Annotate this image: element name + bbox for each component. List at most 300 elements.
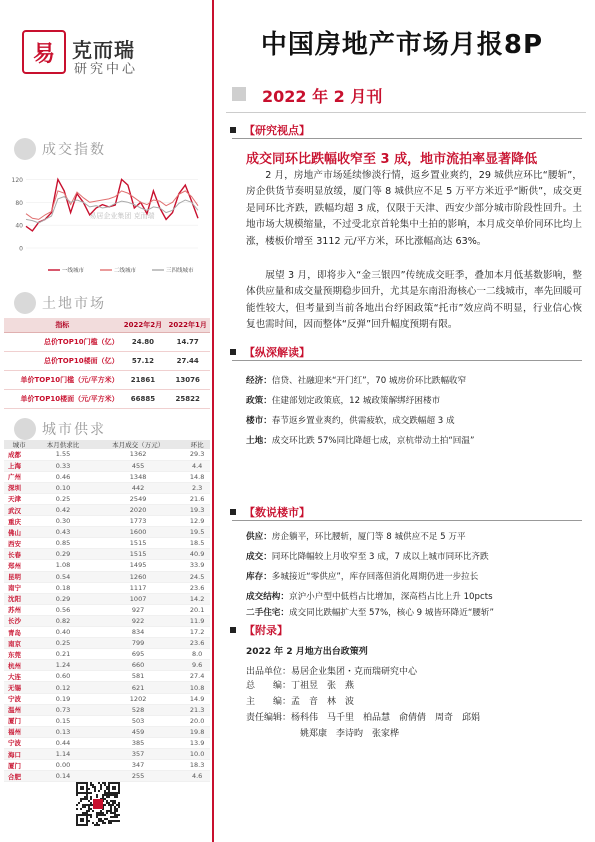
qr-module bbox=[106, 812, 108, 814]
qr-module bbox=[118, 814, 120, 816]
qr-module bbox=[92, 810, 94, 812]
qr-module bbox=[110, 812, 112, 814]
qr-module bbox=[96, 824, 98, 826]
city-cell: 0.56 bbox=[34, 604, 92, 615]
table-row bbox=[4, 449, 210, 460]
table-row bbox=[4, 332, 210, 351]
qr-module bbox=[102, 820, 104, 822]
table-row bbox=[4, 604, 210, 615]
qr-module bbox=[98, 818, 100, 820]
qr-module bbox=[98, 790, 100, 792]
qr-module bbox=[100, 784, 102, 786]
qr-module bbox=[102, 796, 104, 798]
table-row bbox=[4, 538, 210, 549]
qr-module bbox=[82, 804, 84, 806]
data-item bbox=[246, 606, 494, 618]
bullet-circle-icon bbox=[14, 138, 36, 160]
land-cell: 27.44 bbox=[165, 351, 210, 370]
qr-module bbox=[98, 782, 100, 784]
city-col-header: 城市 bbox=[4, 440, 34, 449]
qr-module bbox=[108, 820, 110, 822]
table-row bbox=[4, 726, 210, 737]
qr-module bbox=[90, 792, 92, 794]
city-cell: 宁波 bbox=[4, 693, 34, 704]
city-cell: 4.4 bbox=[184, 460, 210, 471]
qr-module bbox=[96, 814, 98, 816]
qr-module bbox=[114, 812, 116, 814]
qr-module bbox=[92, 786, 94, 788]
city-cell: 宁波 bbox=[4, 737, 34, 748]
square-bullet-icon bbox=[230, 627, 236, 633]
city-cell: 无锡 bbox=[4, 682, 34, 693]
land-cell: 25822 bbox=[165, 389, 210, 408]
table-row bbox=[4, 704, 210, 715]
qr-module bbox=[106, 802, 108, 804]
land-col-header: 2022年2月 bbox=[121, 318, 166, 332]
table-row bbox=[4, 749, 210, 760]
qr-module bbox=[84, 804, 86, 806]
city-cell: 0.40 bbox=[34, 627, 92, 638]
city-cell: 0.14 bbox=[34, 771, 92, 782]
city-cell: 21.3 bbox=[184, 704, 210, 715]
qr-module bbox=[90, 804, 92, 806]
city-cell: 2.3 bbox=[184, 482, 210, 493]
city-cell: 347 bbox=[92, 760, 184, 771]
city-cell: 13.9 bbox=[184, 737, 210, 748]
qr-module bbox=[114, 808, 116, 810]
table-row bbox=[4, 760, 210, 771]
land-col-header: 2022年1月 bbox=[165, 318, 210, 332]
qr-module bbox=[84, 796, 86, 798]
city-cell: 0.25 bbox=[34, 493, 92, 504]
city-cell: 0.43 bbox=[34, 527, 92, 538]
city-cell: 12.9 bbox=[184, 516, 210, 527]
city-cell: 南京 bbox=[4, 638, 34, 649]
table-row bbox=[4, 560, 210, 571]
square-bullet-icon bbox=[230, 127, 236, 133]
deep-item-key: 经济： bbox=[246, 376, 272, 386]
qr-module bbox=[90, 796, 92, 798]
qr-module bbox=[110, 820, 112, 822]
city-cell: 0.25 bbox=[34, 638, 92, 649]
city-col-header: 环比 bbox=[184, 440, 210, 449]
land-market-table bbox=[4, 318, 210, 409]
section-title: 【纵深解读】 bbox=[244, 346, 310, 359]
section-deep bbox=[230, 344, 310, 360]
qr-module bbox=[94, 786, 96, 788]
qr-module bbox=[86, 794, 88, 796]
city-cell: 大连 bbox=[4, 671, 34, 682]
bullet-circle-icon bbox=[14, 292, 36, 314]
city-cell: 1773 bbox=[92, 516, 184, 527]
city-cell: 合肥 bbox=[4, 771, 34, 782]
table-row bbox=[4, 638, 210, 649]
qr-module bbox=[88, 810, 90, 812]
square-bullet-icon bbox=[230, 509, 236, 515]
city-cell: 1.14 bbox=[34, 749, 92, 760]
city-cell: 长春 bbox=[4, 549, 34, 560]
deep-item-value: 春节返乡置业爽约，供需疲软，成交跌幅超 3 成 bbox=[271, 416, 455, 426]
deal-index-label: 成交指数 bbox=[42, 142, 106, 158]
qr-module bbox=[108, 822, 110, 824]
deal-index-heading bbox=[14, 138, 106, 160]
qr-module bbox=[114, 810, 116, 812]
city-cell: 503 bbox=[92, 715, 184, 726]
credit-line bbox=[300, 726, 399, 739]
city-cell: 922 bbox=[92, 615, 184, 626]
issue-label: 2022 年 2 月刊 bbox=[262, 87, 383, 106]
credit-key: 责任编辑： bbox=[246, 713, 292, 723]
qr-module bbox=[116, 808, 118, 810]
qr-module bbox=[114, 800, 116, 802]
city-cell: 927 bbox=[92, 604, 184, 615]
city-cell: 0.73 bbox=[34, 704, 92, 715]
table-row bbox=[4, 649, 210, 660]
credit-line bbox=[246, 710, 480, 723]
city-cell: 0.18 bbox=[34, 582, 92, 593]
qr-module bbox=[114, 794, 116, 796]
city-cell: 武汉 bbox=[4, 504, 34, 515]
credit-value: 姚郑康 李诗昀 张家桦 bbox=[300, 729, 400, 739]
brand-seal bbox=[22, 30, 66, 74]
city-cell: 455 bbox=[92, 460, 184, 471]
city-cell: 621 bbox=[92, 682, 184, 693]
city-cell: 459 bbox=[92, 726, 184, 737]
city-cell: 沈阳 bbox=[4, 593, 34, 604]
city-cell: 1.55 bbox=[34, 449, 92, 460]
qr-module bbox=[88, 808, 90, 810]
qr-module bbox=[118, 802, 120, 804]
qr-module bbox=[116, 814, 118, 816]
data-item-value: 多城接近“零供应”，库存回落但消化周期仍进一步拉长 bbox=[271, 572, 479, 582]
qr-module bbox=[96, 812, 98, 814]
qr-module bbox=[90, 808, 92, 810]
section-line bbox=[232, 138, 582, 139]
qr-module bbox=[108, 804, 110, 806]
qr-module bbox=[88, 788, 90, 790]
city-cell: 2549 bbox=[92, 493, 184, 504]
brand-logo bbox=[22, 30, 172, 76]
qr-module bbox=[104, 784, 106, 786]
table-row bbox=[4, 370, 210, 389]
qr-module bbox=[96, 822, 98, 824]
qr-module bbox=[114, 806, 116, 808]
city-cell: 佛山 bbox=[4, 527, 34, 538]
city-cell: 0.12 bbox=[34, 682, 92, 693]
qr-module bbox=[88, 804, 90, 806]
table-row bbox=[4, 516, 210, 527]
qr-module bbox=[102, 822, 104, 824]
chart-ytick-label: 40 bbox=[15, 222, 23, 230]
land-cell: 单价TOP10楼面（元/平方米） bbox=[4, 389, 121, 408]
city-supply-heading bbox=[14, 418, 106, 440]
table-row bbox=[4, 771, 210, 782]
qr-module bbox=[100, 788, 102, 790]
qr-module bbox=[102, 794, 104, 796]
qr-module bbox=[100, 820, 102, 822]
city-cell: 0.44 bbox=[34, 737, 92, 748]
data-item-value: 成交同比跌幅扩大至 57%，核心 9 城皆环降近“腰斩” bbox=[288, 608, 494, 618]
section-title: 【数说楼市】 bbox=[244, 506, 310, 519]
qr-module bbox=[98, 812, 100, 814]
qr-module bbox=[78, 802, 80, 804]
qr-module bbox=[92, 784, 94, 786]
qr-module bbox=[88, 800, 90, 802]
section-line bbox=[232, 520, 582, 521]
qr-module bbox=[106, 818, 108, 820]
city-cell: 4.6 bbox=[184, 771, 210, 782]
qr-module bbox=[88, 806, 90, 808]
credit-line bbox=[246, 664, 417, 677]
qr-module bbox=[104, 814, 106, 816]
city-cell: 重庆 bbox=[4, 516, 34, 527]
qr-module bbox=[106, 794, 108, 796]
qr-module bbox=[110, 822, 112, 824]
headline: 成交同环比跌幅收窄至 3 成，地市流拍率显著降低 bbox=[246, 152, 538, 167]
square-bullet-icon bbox=[230, 349, 236, 355]
land-cell: 单价TOP10门槛（元/平方米） bbox=[4, 370, 121, 389]
city-cell: 成都 bbox=[4, 449, 34, 460]
qr-module bbox=[100, 814, 102, 816]
qr-module bbox=[94, 824, 96, 826]
city-cell: 19.5 bbox=[184, 527, 210, 538]
city-cell: 杭州 bbox=[4, 660, 34, 671]
city-cell: 40.9 bbox=[184, 549, 210, 560]
qr-module bbox=[84, 806, 86, 808]
city-cell: 1202 bbox=[92, 693, 184, 704]
city-cell: 郑州 bbox=[4, 560, 34, 571]
square-marker-icon bbox=[232, 87, 246, 101]
qr-module bbox=[116, 794, 118, 796]
city-cell: 799 bbox=[92, 638, 184, 649]
qr-code-icon bbox=[76, 782, 120, 826]
city-cell: 2020 bbox=[92, 504, 184, 515]
city-cell: 695 bbox=[92, 649, 184, 660]
city-cell: 8.0 bbox=[184, 649, 210, 660]
data-item-value: 同环比降幅较上月收窄至 3 成，7 成以上城市同环比齐跌 bbox=[271, 552, 489, 562]
city-cell: 10.0 bbox=[184, 749, 210, 760]
chart-ytick-label: 120 bbox=[11, 176, 23, 184]
qr-module bbox=[108, 802, 110, 804]
city-cell: 1.24 bbox=[34, 660, 92, 671]
credit-key: 总 编： bbox=[246, 681, 292, 691]
table-row bbox=[4, 682, 210, 693]
qr-module bbox=[108, 794, 110, 796]
qr-module bbox=[106, 810, 108, 812]
city-cell: 0.19 bbox=[34, 693, 92, 704]
qr-module bbox=[116, 810, 118, 812]
qr-module bbox=[96, 816, 98, 818]
qr-module bbox=[90, 816, 92, 818]
city-table-body bbox=[4, 449, 210, 782]
deal-index-chart bbox=[8, 160, 208, 278]
data-item-key: 成交结构： bbox=[246, 592, 289, 602]
qr-module bbox=[108, 810, 110, 812]
city-cell: 昆明 bbox=[4, 571, 34, 582]
qr-module bbox=[108, 796, 110, 798]
qr-module bbox=[102, 814, 104, 816]
land-cell: 21861 bbox=[121, 370, 166, 389]
city-cell: 834 bbox=[92, 627, 184, 638]
city-cell: 581 bbox=[92, 671, 184, 682]
brand-seal-char: 易 bbox=[32, 40, 55, 67]
bullet-circle-icon bbox=[14, 418, 36, 440]
qr-module bbox=[106, 800, 108, 802]
section-research bbox=[230, 122, 310, 138]
city-cell: 357 bbox=[92, 749, 184, 760]
city-cell: 14.9 bbox=[184, 693, 210, 704]
city-cell: 33.9 bbox=[184, 560, 210, 571]
city-cell: 1.08 bbox=[34, 560, 92, 571]
deep-item-key: 楼市： bbox=[246, 416, 272, 426]
city-cell: 0.13 bbox=[34, 726, 92, 737]
city-cell: 厦门 bbox=[4, 760, 34, 771]
qr-module bbox=[94, 788, 96, 790]
qr-module bbox=[110, 794, 112, 796]
city-cell: 青岛 bbox=[4, 627, 34, 638]
section-title: 【研究视点】 bbox=[244, 124, 310, 137]
city-cell: 1348 bbox=[92, 471, 184, 482]
appendix-heading bbox=[230, 622, 288, 638]
deep-item bbox=[246, 394, 440, 406]
table-row bbox=[4, 351, 210, 370]
section-title: 【附录】 bbox=[244, 624, 288, 637]
qr-module bbox=[110, 806, 112, 808]
credit-key: 出品单位： bbox=[246, 667, 292, 677]
city-cell: 1495 bbox=[92, 560, 184, 571]
land-cell: 66885 bbox=[121, 389, 166, 408]
deep-item-value: 住建部划定政策底，12 城政策解绑纾困楼市 bbox=[271, 396, 441, 406]
qr-module bbox=[88, 820, 90, 822]
land-cell: 总价TOP10门槛（亿） bbox=[4, 332, 121, 351]
table-row bbox=[4, 582, 210, 593]
qr-module bbox=[104, 792, 106, 794]
qr-module bbox=[100, 812, 102, 814]
qr-module bbox=[86, 796, 88, 798]
table-row bbox=[4, 504, 210, 515]
data-item-key: 二手住宅： bbox=[246, 608, 289, 618]
city-cell: 0.30 bbox=[34, 516, 92, 527]
qr-module bbox=[82, 812, 84, 814]
city-cell: 南宁 bbox=[4, 582, 34, 593]
qr-module bbox=[112, 804, 114, 806]
qr-module bbox=[86, 798, 88, 800]
city-cell: 上海 bbox=[4, 460, 34, 471]
qr-module bbox=[104, 794, 106, 796]
table-row bbox=[4, 471, 210, 482]
qr-module bbox=[80, 808, 82, 810]
qr-module bbox=[104, 804, 106, 806]
page-title: 中国房地产市场月报8P bbox=[260, 30, 544, 60]
qr-module bbox=[114, 814, 116, 816]
city-cell: 9.6 bbox=[184, 660, 210, 671]
city-cell: 深圳 bbox=[4, 482, 34, 493]
table-row bbox=[4, 571, 210, 582]
qr-module bbox=[94, 790, 96, 792]
city-cell: 0.00 bbox=[34, 760, 92, 771]
qr-module bbox=[96, 796, 98, 798]
qr-module bbox=[106, 786, 108, 788]
credit-value: 易居企业集团・克而瑞研究中心 bbox=[291, 667, 418, 677]
data-item bbox=[246, 570, 478, 582]
land-cell: 14.77 bbox=[165, 332, 210, 351]
qr-module bbox=[112, 794, 114, 796]
city-cell: 660 bbox=[92, 660, 184, 671]
qr-module bbox=[88, 814, 90, 816]
qr-module bbox=[102, 782, 104, 784]
credit-line bbox=[246, 678, 354, 691]
chart-ytick-label: 0 bbox=[19, 245, 23, 253]
city-cell: 长沙 bbox=[4, 615, 34, 626]
city-cell: 0.46 bbox=[34, 471, 92, 482]
table-row bbox=[4, 389, 210, 408]
data-item-value: 房企躺平，环比腰斩，厦门等 8 城供应不足 5 万平 bbox=[271, 532, 466, 542]
city-cell: 10.8 bbox=[184, 682, 210, 693]
qr-module bbox=[98, 814, 100, 816]
city-cell: 14.2 bbox=[184, 593, 210, 604]
qr-module bbox=[110, 808, 112, 810]
qr-module bbox=[110, 800, 112, 802]
qr-module bbox=[118, 820, 120, 822]
qr-module bbox=[86, 804, 88, 806]
deep-item bbox=[246, 414, 455, 426]
city-cell: 天津 bbox=[4, 493, 34, 504]
credit-value: 杨科伟 马千里 柏品慧 俞倩倩 周奇 邱娟 bbox=[291, 713, 481, 723]
city-cell: 385 bbox=[92, 737, 184, 748]
brand-subtitle: 研究中心 bbox=[74, 62, 139, 77]
city-cell: 0.82 bbox=[34, 615, 92, 626]
city-cell: 1260 bbox=[92, 571, 184, 582]
city-cell: 27.4 bbox=[184, 671, 210, 682]
qr-module bbox=[100, 810, 102, 812]
city-cell: 1362 bbox=[92, 449, 184, 460]
qr-module bbox=[90, 782, 92, 784]
city-cell: 18.5 bbox=[184, 538, 210, 549]
qr-module bbox=[100, 818, 102, 820]
city-cell: 0.85 bbox=[34, 538, 92, 549]
city-cell: 0.60 bbox=[34, 671, 92, 682]
chart-watermark: 易居企业集团 克而瑞 bbox=[89, 212, 155, 220]
city-cell: 20.0 bbox=[184, 715, 210, 726]
city-supply-table bbox=[4, 440, 210, 782]
city-cell: 西安 bbox=[4, 538, 34, 549]
table-row bbox=[4, 627, 210, 638]
land-market-label: 土地市场 bbox=[42, 296, 106, 312]
qr-module bbox=[112, 800, 114, 802]
city-cell: 19.8 bbox=[184, 726, 210, 737]
land-market-heading bbox=[14, 292, 106, 314]
qr-module bbox=[106, 788, 108, 790]
deep-item bbox=[246, 374, 466, 386]
city-cell: 海口 bbox=[4, 749, 34, 760]
land-col-header: 指标 bbox=[4, 318, 121, 332]
city-cell: 442 bbox=[92, 482, 184, 493]
city-cell: 19.3 bbox=[184, 504, 210, 515]
qr-module bbox=[84, 812, 86, 814]
city-cell: 0.42 bbox=[34, 504, 92, 515]
city-cell: 23.6 bbox=[184, 582, 210, 593]
deep-item-key: 政策： bbox=[246, 396, 272, 406]
city-cell: 1117 bbox=[92, 582, 184, 593]
data-item-key: 库存： bbox=[246, 572, 272, 582]
table-row bbox=[4, 671, 210, 682]
city-cell: 11.9 bbox=[184, 615, 210, 626]
qr-module bbox=[104, 790, 106, 792]
city-cell: 20.1 bbox=[184, 604, 210, 615]
qr-module bbox=[116, 816, 118, 818]
appendix-title: 2022 年 2 月地方出台政策列 bbox=[246, 647, 368, 657]
qr-module bbox=[106, 796, 108, 798]
